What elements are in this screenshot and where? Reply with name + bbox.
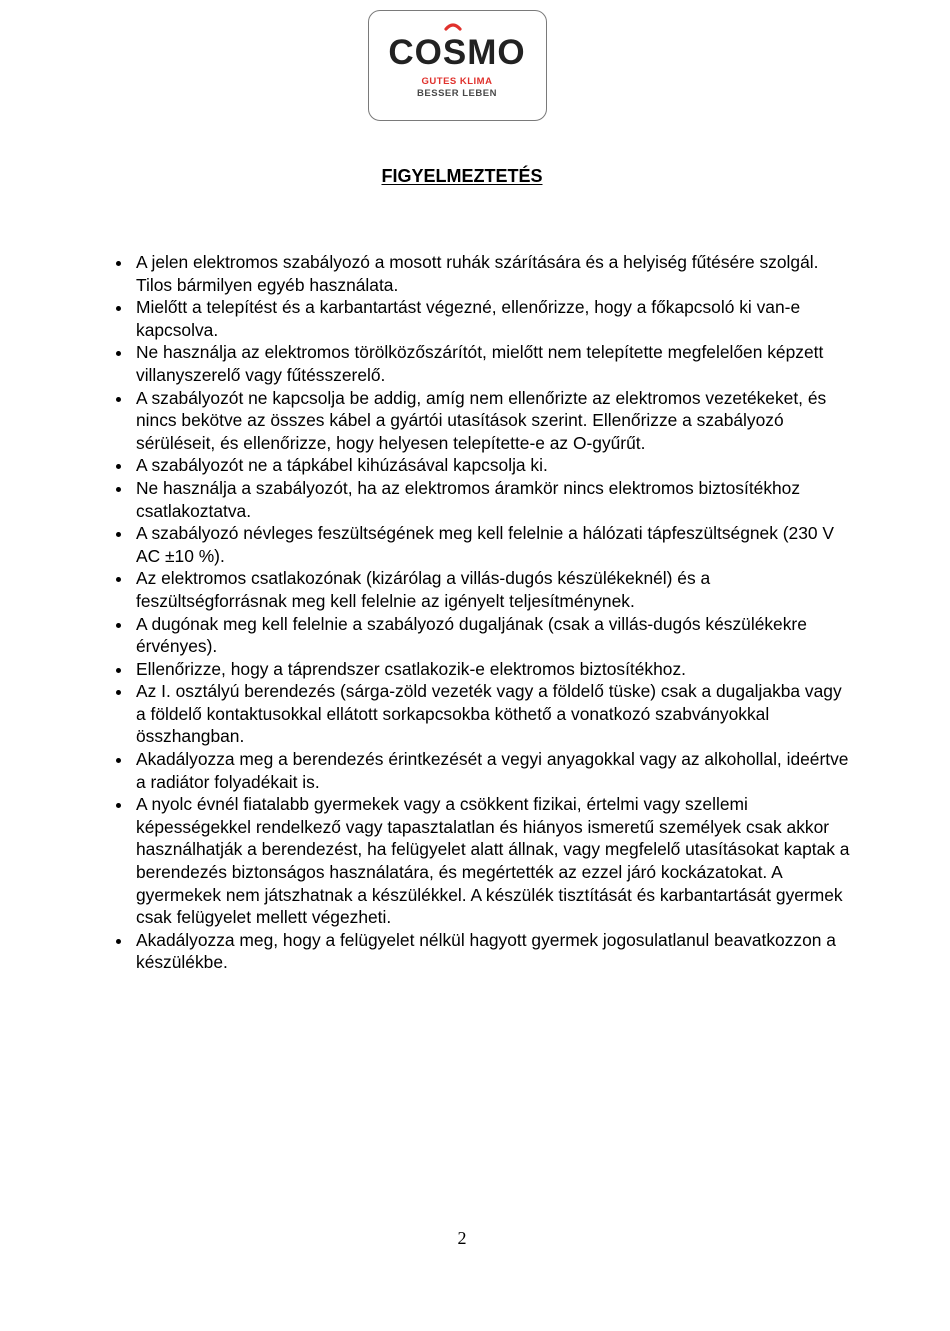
warning-item	[136, 387, 856, 455]
bullet-icon	[116, 577, 121, 582]
bullet-icon	[116, 351, 121, 356]
bullet-icon	[116, 306, 121, 311]
cosmo-logo-graphic	[369, 11, 545, 119]
warning-item	[136, 929, 856, 974]
warning-text: A nyolc évnél fiatalabb gyermekek vagy a csökkent fizikai, értelmi vagy szellemi képességekkel rendelkező vagy tapasztalatlan és hiányos ismeretű személyek csak akkor használhatják a berendezést, ha felügyelet alatt állnak, vagy megfelelő utasításokat kaptak a berendezés biztonságos használatára, és megértették az ezzel járó kockázatokat. A gyermekek nem játszhatnak a készülékkel. A készülék tisztítását és karbantartását gyermek csak felügyelet mellett végezheti.	[136, 794, 850, 928]
warning-text: Akadályozza meg a berendezés érintkezését a vegyi anyagokkal vagy az alkohollal, ideértve a radiátor folyadékait is.	[136, 749, 849, 792]
warning-item	[136, 477, 856, 522]
warning-item	[136, 296, 856, 341]
page-title: FIGYELMEZTETÉS	[381, 166, 543, 186]
bullet-icon	[116, 668, 121, 673]
bullet-icon	[116, 397, 121, 402]
warning-item	[136, 454, 856, 477]
bullet-icon	[116, 803, 121, 808]
bullet-icon	[116, 487, 121, 492]
warning-text: Ne használja a szabályozót, ha az elektromos áramkör nincs elektromos biztosítékhoz csatlakoztatva.	[136, 477, 801, 521]
warning-text: Akadályozza meg, hogy a felügyelet nélkül hagyott gyermek jogosulatlanul beavatkozzon a készülékbe.	[136, 929, 836, 973]
warning-list	[136, 251, 856, 974]
logo-tagline-2: BESSER LEBEN	[417, 88, 497, 99]
warning-text: Mielőtt a telepítést és a karbantartást végezné, ellenőrizze, hogy a főkapcsoló ki van-e kapcsolva.	[136, 297, 801, 340]
warning-item	[136, 680, 856, 748]
bullet-icon	[116, 758, 121, 763]
bullet-icon	[116, 464, 121, 469]
warning-text: A szabályozót ne kapcsolja be addig, amíg nem ellenőrizte az elektromos vezetékeket, és nincs bekötve az összes kábel a gyártói utasítások szerint. Ellenőrizze a szabályozó sérüléseit, és ellenőrizze, hogy helyesen telepítette-e az O-gyűrűt.	[136, 387, 827, 453]
warning-item	[136, 613, 856, 658]
logo-brand-text: COSMO	[388, 33, 526, 72]
logo-tagline-1: GUTES KLIMA	[421, 76, 493, 87]
warning-item	[136, 793, 856, 929]
bullet-icon	[116, 261, 121, 266]
warning-text: Ellenőrizze, hogy a táprendszer csatlakozik-e elektromos biztosítékhoz.	[136, 658, 686, 679]
cosmo-logo	[368, 10, 547, 121]
bullet-icon	[116, 532, 121, 537]
bullet-icon	[116, 623, 121, 628]
warning-text: A szabályozó névleges feszültségének meg kell felelnie a hálózati tápfeszültségnek (230 V AC ±10 %).	[136, 523, 834, 566]
bullet-icon	[116, 939, 121, 944]
warning-text: Az I. osztályú berendezés (sárga-zöld vezeték vagy a földelő tüske) csak a dugaljakba vagy a földelő kontaktusokkal ellátott sorkapcsokba köthető a vonatkozó szabványokkal összhangban.	[136, 681, 842, 747]
warning-item	[136, 658, 856, 681]
warning-text: Az elektromos csatlakozónak (kizárólag a villás-dugós készülékeknél) és a feszültségforrásnak meg kell felelnie az igényelt teljesítménynek.	[136, 568, 711, 611]
bullet-icon	[116, 690, 121, 695]
warning-text: A dugónak meg kell felelnie a szabályozó dugaljának (csak a villás-dugós készülékekre érvényes).	[136, 613, 807, 657]
warning-text: Ne használja az elektromos törölközőszárítót, mielőtt nem telepítette megfelelően képzett villanyszerelő vagy fűtésszerelő.	[136, 342, 824, 385]
logo-accent-arc	[446, 25, 460, 29]
warning-item	[136, 748, 856, 793]
warning-item	[136, 522, 856, 567]
warning-item	[136, 251, 856, 296]
page-number: 2	[457, 1228, 467, 1248]
warning-item	[136, 341, 856, 386]
warning-text: A jelen elektromos szabályozó a mosott ruhák szárítására és a helyiség fűtésére szolgál. Tilos bármilyen egyéb használata.	[136, 252, 819, 295]
warning-text: A szabályozót ne a tápkábel kihúzásával kapcsolja ki.	[136, 455, 548, 476]
warning-item	[136, 567, 856, 612]
